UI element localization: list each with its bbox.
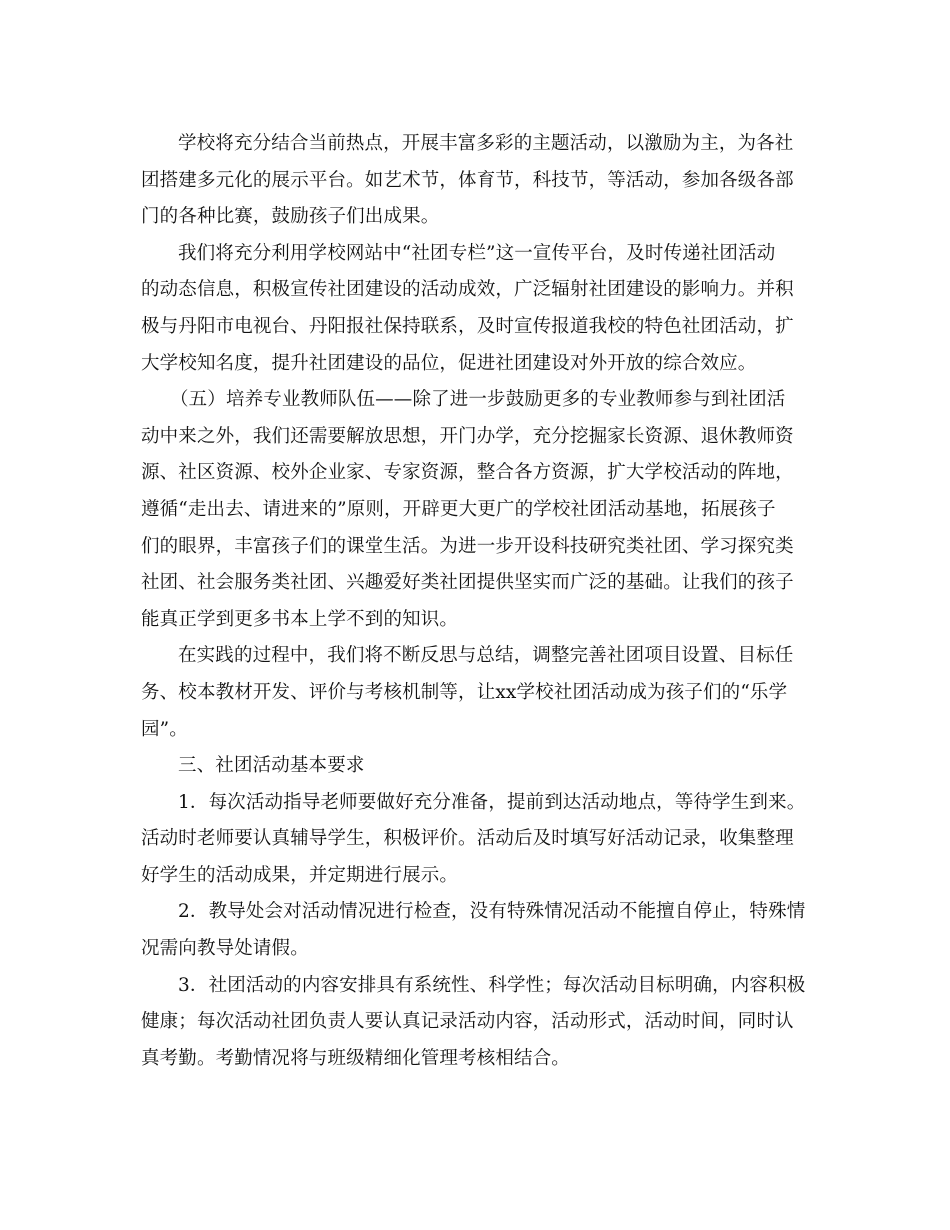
text-line: 遵循“走出去、请进来的”原则，开辟更大更广的学校社团活动基地，拓展孩子 <box>141 498 776 520</box>
requirement-1 <box>141 785 809 895</box>
text-line: 团搭建多元化的展示平台。如艺术节，体育节，科技节，等活动，参加各级各部 <box>141 169 794 191</box>
text-line: 门的各种比赛，鼓励孩子们出成果。 <box>141 206 440 228</box>
text-line: 我们将充分利用学校网站中“社团专栏”这一宣传平台，及时传递社团活动 <box>178 242 776 264</box>
paragraph-activities <box>141 126 809 236</box>
text-line: 在实践的过程中，我们将不断反思与总结，调整完善社团项目设置、目标任 <box>178 645 794 667</box>
text-line: 园”。 <box>141 718 188 740</box>
text-line: 活动时老师要认真辅导学生，积极评价。活动后及时填写好活动记录，收集整理 <box>141 828 794 850</box>
paragraph-teacher-training <box>141 382 809 638</box>
text-line: 们的眼界，丰富孩子们的课堂生活。为进一步开设科技研究类社团、学习探究类 <box>141 535 794 557</box>
text-line: 健康；每次活动社团负责人要认真记录活动内容，活动形式，活动时间，同时认 <box>141 1011 794 1033</box>
text-line: 真考勤。考勤情况将与班级精细化管理考核相结合。 <box>141 1047 570 1069</box>
text-line: 大学校知名度，提升社团建设的品位，促进社团建设对外开放的综合效应。 <box>141 352 757 374</box>
text-line: 好学生的活动成果，并定期进行展示。 <box>141 864 459 886</box>
paragraph-reflection <box>141 638 809 748</box>
text-line: （五）培养专业教师队伍——除了进一步鼓励更多的专业教师参与到社团活 <box>170 389 786 411</box>
text-line: 3．社团活动的内容安排具有系统性、科学性；每次活动目标明确，内容积极 <box>178 974 806 996</box>
paragraph-website-promotion <box>141 236 809 382</box>
requirement-3 <box>141 968 809 1078</box>
text-line: 社团、社会服务类社团、兴趣爱好类社团提供坚实而广泛的基础。让我们的孩子 <box>141 572 794 594</box>
text-line: 1．每次活动指导老师要做好充分准备，提前到达活动地点，等待学生到来。 <box>178 791 806 813</box>
section-title: 三、社团活动基本要求 <box>178 755 365 777</box>
section-heading <box>141 748 809 785</box>
text-line: 的动态信息，积极宣传社团建设的活动成效，广泛辐射社团建设的影响力。并积 <box>141 279 794 301</box>
requirement-2 <box>141 894 809 967</box>
text-line: 务、校本教材开发、评价与考核机制等，让xx学校社团活动成为孩子们的“乐学 <box>141 681 788 703</box>
text-line: 2．教导处会对活动情况进行检查，没有特殊情况活动不能擅自停止，特殊情 <box>178 901 806 923</box>
text-line: 极与丹阳市电视台、丹阳报社保持联系，及时宣传报道我校的特色社团活动，扩 <box>141 315 794 337</box>
text-line: 能真正学到更多书本上学不到的知识。 <box>141 608 459 630</box>
text-line: 源、社区资源、校外企业家、专家资源，整合各方资源，扩大学校活动的阵地， <box>141 462 794 484</box>
text-line: 动中来之外，我们还需要解放思想，开门办学，充分挖掘家长资源、退休教师资 <box>141 425 794 447</box>
text-line: 况需向教导处请假。 <box>141 938 309 960</box>
document-body <box>141 126 809 1077</box>
text-line: 学校将充分结合当前热点，开展丰富多彩的主题活动，以激励为主，为各社 <box>178 133 794 154</box>
